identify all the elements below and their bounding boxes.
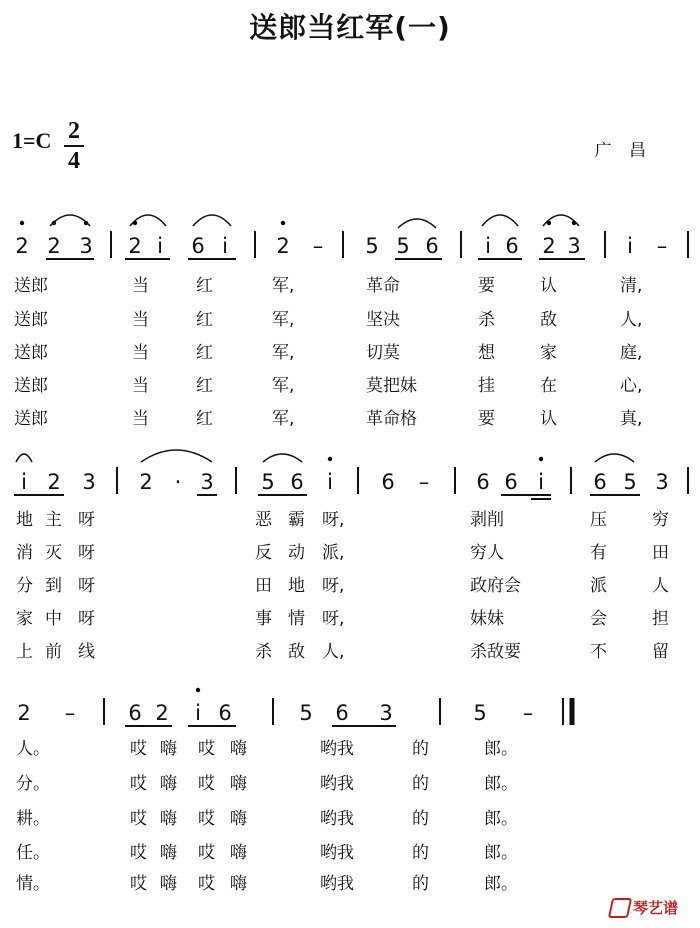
note: 5 [623, 470, 637, 494]
lyric: 分 [16, 576, 33, 596]
lyric-row [0, 876, 700, 893]
note: 2 [276, 234, 290, 258]
lyric: 的 [412, 843, 429, 863]
lyric: 情 [288, 609, 305, 629]
lyric: 任。 [16, 843, 50, 863]
lyric: 在 [540, 376, 557, 396]
lyric: 会 [590, 609, 607, 629]
time-signature-bottom: 4 [68, 148, 80, 174]
lyric: 杀 [255, 642, 272, 662]
lyric: 清, [620, 276, 643, 296]
lyric: 政府会 [470, 576, 521, 596]
lyric-row [0, 644, 700, 661]
lyric: 嗨 [230, 774, 247, 794]
lyric: 到 [45, 576, 62, 596]
lyric: 军, [272, 409, 295, 429]
lyric: 家 [16, 609, 33, 629]
lyric: 哟我 [320, 739, 354, 759]
lyric: 情。 [16, 874, 50, 894]
key-signature: 1=C [12, 128, 52, 153]
lyric-row [0, 545, 700, 562]
lyric: 革命 [366, 276, 400, 296]
lyric: 呀, [322, 510, 345, 530]
lyric: 有 [590, 543, 607, 563]
note: 3 [655, 470, 669, 494]
lyric: 心, [620, 376, 643, 396]
octave-dot [20, 221, 24, 225]
lyric: 灭 [45, 543, 62, 563]
lyric: 剥削 [470, 510, 504, 530]
lyric-row [0, 741, 700, 758]
lyric: 送郎 [14, 343, 48, 363]
note: 6 [425, 234, 439, 258]
lyric: 人, [322, 642, 345, 662]
octave-dot [196, 688, 200, 692]
lyric: 认 [540, 409, 557, 429]
note: 2 [47, 234, 61, 258]
slur [595, 454, 634, 462]
time-signature-top: 2 [68, 118, 80, 144]
lyric: 穷 [652, 510, 669, 530]
octave-dot [539, 457, 543, 461]
lyric-row [0, 278, 700, 295]
lyric: 哎 [198, 774, 215, 794]
lyric: 哎 [130, 874, 147, 894]
lyric: 当 [132, 343, 149, 363]
lyric: 人。 [16, 739, 50, 759]
lyric: 的 [412, 809, 429, 829]
lyric: 上 [16, 642, 33, 662]
lyric: 郎。 [484, 774, 518, 794]
lyric: 红 [196, 343, 213, 363]
lyric: 分。 [16, 774, 50, 794]
lyric: 挂 [478, 376, 495, 396]
note: 6 [335, 701, 349, 725]
lyric-row [0, 611, 700, 628]
lyric: 送郎 [14, 310, 48, 330]
slur [50, 215, 90, 226]
lyric: 穷人 [470, 543, 504, 563]
lyric-row [0, 411, 700, 428]
lyric-row [0, 512, 700, 529]
lyric: 坚决 [366, 310, 400, 330]
note: i [195, 701, 201, 725]
lyric-row [0, 378, 700, 395]
lyric: 杀 [478, 310, 495, 330]
note: 6 [476, 470, 490, 494]
note: – [418, 470, 430, 494]
note: – [64, 701, 76, 725]
note: i [327, 470, 333, 494]
lyric: 红 [196, 310, 213, 330]
lyric: 莫把妹 [366, 376, 417, 396]
note: 3 [567, 234, 581, 258]
lyric: 哎 [198, 809, 215, 829]
note: 2 [155, 701, 169, 725]
lyric: 当 [132, 310, 149, 330]
lyric: 红 [196, 409, 213, 429]
lyric: 担 [652, 609, 669, 629]
lyric-row [0, 811, 700, 828]
octave-dot [281, 221, 285, 225]
note: 5 [261, 470, 275, 494]
note: 2 [15, 234, 29, 258]
note: – [522, 701, 534, 725]
lyric: 呀 [78, 576, 95, 596]
note: i [157, 234, 163, 258]
lyric: 哟我 [320, 809, 354, 829]
lyric: 真, [620, 409, 643, 429]
lyric: 想 [478, 343, 495, 363]
lyric: 耕。 [16, 809, 50, 829]
note: 6 [381, 470, 395, 494]
lyric: 敌 [540, 310, 557, 330]
note: 2 [47, 470, 61, 494]
note: i [222, 234, 228, 258]
lyric: 的 [412, 874, 429, 894]
lyric: 压 [590, 510, 607, 530]
region-label: 广 昌 [594, 141, 652, 161]
lyric: 嗨 [160, 739, 177, 759]
lyric: 消 [16, 543, 33, 563]
lyric: 军, [272, 276, 295, 296]
lyric: 呀 [78, 510, 95, 530]
note: 6 [505, 234, 519, 258]
lyric: 家 [540, 343, 557, 363]
lyric: 郎。 [484, 809, 518, 829]
lyric: 霸 [288, 510, 305, 530]
score-title: 送郎当红军(一) [249, 11, 451, 44]
note: 5 [299, 701, 313, 725]
lyric-row [0, 312, 700, 329]
note: 2 [139, 470, 153, 494]
lyric: 地 [16, 510, 33, 530]
lyric: 派, [322, 543, 345, 563]
lyric: 嗨 [230, 739, 247, 759]
notation-line-1 [15, 215, 688, 259]
lyric: 认 [540, 276, 557, 296]
lyric: 主 [45, 510, 62, 530]
lyric: 红 [196, 276, 213, 296]
note: 3 [79, 234, 93, 258]
slur [16, 454, 32, 462]
lyric: 事 [255, 609, 272, 629]
lyric: 嗨 [230, 874, 247, 894]
slur [263, 454, 302, 462]
lyric-row [0, 578, 700, 595]
logo-icon [608, 898, 632, 918]
lyric: 敌 [288, 642, 305, 662]
note: 5 [396, 234, 410, 258]
lyric: 郎。 [484, 843, 518, 863]
lyric: 哎 [130, 774, 147, 794]
lyric: 呀 [78, 543, 95, 563]
octave-dot [328, 457, 332, 461]
lyric: 哎 [198, 843, 215, 863]
lyric: 送郎 [14, 376, 48, 396]
lyric: 送郎 [14, 409, 48, 429]
lyric: 哟我 [320, 843, 354, 863]
note: 6 [504, 470, 518, 494]
lyric: 革命格 [366, 409, 417, 429]
lyric: 嗨 [160, 874, 177, 894]
note: 3 [82, 470, 96, 494]
note: 2 [17, 701, 31, 725]
lyric: 田 [652, 543, 669, 563]
note: i [538, 470, 544, 494]
lyric: 的 [412, 739, 429, 759]
lyric: 嗨 [230, 843, 247, 863]
note: 6 [290, 470, 304, 494]
lyric-row [0, 845, 700, 862]
note: 6 [191, 234, 205, 258]
lyric: 切莫 [366, 343, 400, 363]
lyric: 送郎 [14, 276, 48, 296]
lyric: 田 [255, 576, 272, 596]
watermark-logo [610, 897, 678, 918]
lyric: 郎。 [484, 739, 518, 759]
lyric: 派 [590, 576, 607, 596]
lyric: 反 [255, 543, 272, 563]
lyric: 线 [78, 642, 95, 662]
lyric: 郎。 [484, 874, 518, 894]
note: – [656, 234, 668, 258]
lyric: 哎 [130, 843, 147, 863]
lyric: 前 [45, 642, 62, 662]
lyric-row [0, 776, 700, 793]
watermark-text: 琴艺谱 [632, 899, 678, 917]
lyric: 人 [652, 576, 669, 596]
lyric: 军, [272, 310, 295, 330]
lyric: 嗨 [160, 809, 177, 829]
lyric: 中 [45, 609, 62, 629]
note: 5 [365, 234, 379, 258]
lyric: 呀 [78, 609, 95, 629]
note: i [627, 234, 633, 258]
lyric: 呀, [322, 576, 345, 596]
note: – [312, 234, 324, 258]
lyric: 要 [478, 409, 495, 429]
lyric: 妹妹 [470, 609, 504, 629]
lyric: 哎 [130, 809, 147, 829]
slur [398, 219, 436, 228]
note: 2 [128, 234, 142, 258]
note: 2 [542, 234, 556, 258]
lyric: 军, [272, 376, 295, 396]
lyric: 地 [288, 576, 305, 596]
lyric: 留 [652, 642, 669, 662]
note: 3 [379, 701, 393, 725]
notation-line-3 [17, 688, 572, 726]
note: · [174, 470, 182, 494]
note: 6 [593, 470, 607, 494]
lyric: 杀敌要 [470, 642, 521, 662]
lyric: 哟我 [320, 774, 354, 794]
lyric: 当 [132, 409, 149, 429]
lyric: 当 [132, 276, 149, 296]
note: 6 [128, 701, 142, 725]
lyric-row [0, 345, 700, 362]
lyric: 呀, [322, 609, 345, 629]
notation-line-2 [14, 450, 688, 499]
lyric: 人, [620, 310, 643, 330]
lyric: 庭, [620, 343, 643, 363]
note: 6 [218, 701, 232, 725]
slur [193, 215, 231, 226]
lyric: 恶 [255, 510, 272, 530]
lyric: 哎 [198, 739, 215, 759]
note: 5 [473, 701, 487, 725]
lyric: 动 [288, 543, 305, 563]
lyric: 嗨 [160, 774, 177, 794]
lyric: 哟我 [320, 874, 354, 894]
slur [482, 215, 518, 226]
note: i [485, 234, 491, 258]
lyric: 当 [132, 376, 149, 396]
note: 3 [200, 470, 214, 494]
lyric: 嗨 [230, 809, 247, 829]
lyric: 哎 [130, 739, 147, 759]
lyric: 不 [590, 642, 607, 662]
lyric: 哎 [198, 874, 215, 894]
lyric: 嗨 [160, 843, 177, 863]
lyric: 军, [272, 343, 295, 363]
slur [141, 450, 212, 462]
lyric: 红 [196, 376, 213, 396]
lyric: 要 [478, 276, 495, 296]
lyric: 的 [412, 774, 429, 794]
note: i [21, 470, 27, 494]
